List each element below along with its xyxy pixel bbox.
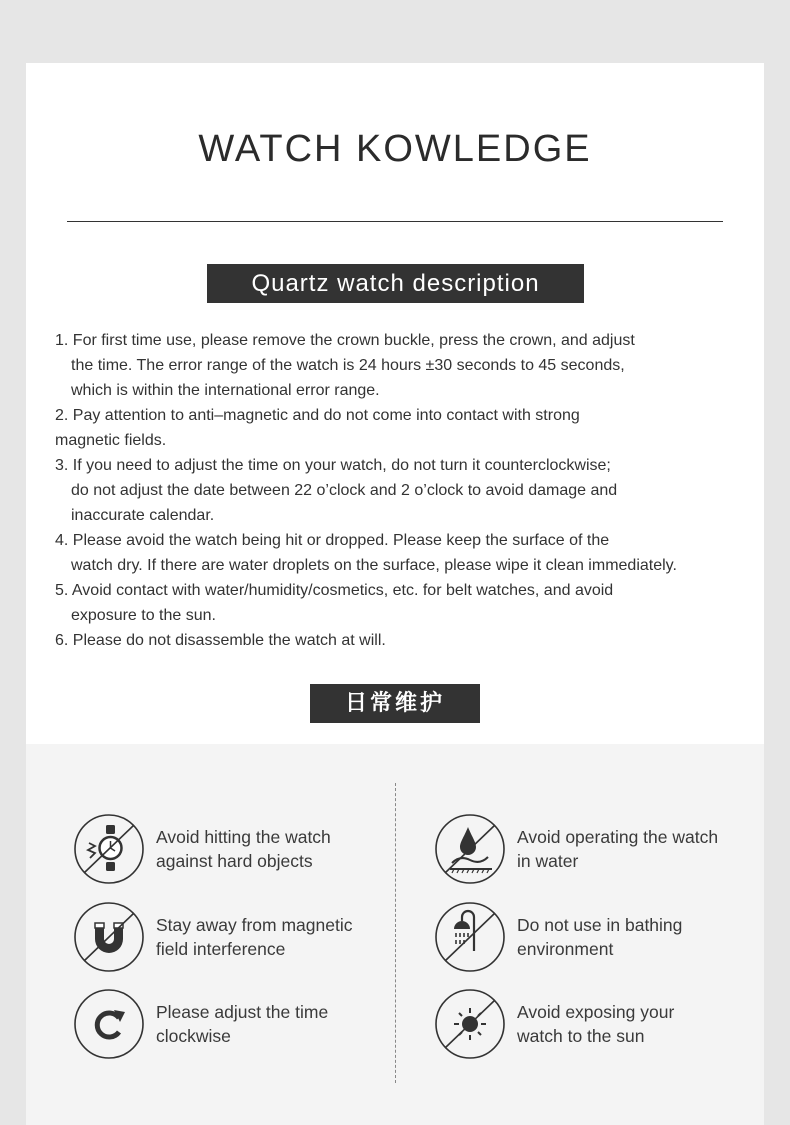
care-divider <box>395 783 396 1083</box>
care-tip-line: Avoid exposing your <box>517 1002 675 1022</box>
description-line: inaccurate calendar. <box>71 507 215 524</box>
care-tip-line: Avoid hitting the watch <box>156 827 331 847</box>
description-line: 5. Avoid contact with water/humidity/cosmetics, etc. for belt watches, and avoid <box>55 582 614 599</box>
no-magnet-icon <box>73 901 145 973</box>
no-shower-icon <box>434 901 506 973</box>
description-line: 2. Pay attention to anti–magnetic and do not come into contact with strong <box>55 407 580 424</box>
care-tip-line: Avoid operating the watch <box>517 827 719 847</box>
description-line: the time. The error range of the watch is 24 hours ±30 seconds to 45 seconds, <box>71 357 625 374</box>
care-tip-line: watch to the sun <box>517 1026 645 1046</box>
clockwise-icon <box>73 988 145 1060</box>
care-tip-line: Please adjust the time <box>156 1002 329 1022</box>
description-line: which is within the international error range. <box>71 382 380 399</box>
description-line: do not adjust the date between 22 o’clock and 2 o’clock to avoid damage and <box>71 482 618 499</box>
description-line: 4. Please avoid the watch being hit or dropped. Please keep the surface of the <box>55 532 610 549</box>
care-tip-line: clockwise <box>156 1026 231 1046</box>
care-tip-line: Do not use in bathing <box>517 915 683 935</box>
section-banner-description: Quartz watch description <box>207 264 584 303</box>
page-title: WATCH KOWLEDGE <box>198 128 592 170</box>
description-line: magnetic fields. <box>55 432 167 449</box>
description-line: exposure to the sun. <box>71 607 216 624</box>
description-line: watch dry. If there are water droplets on the surface, please wipe it clean immediately. <box>71 557 677 574</box>
care-tip-line: environment <box>517 939 614 959</box>
no-hitting-icon <box>73 813 145 885</box>
description-line: 3. If you need to adjust the time on your watch, do not turn it counterclockwise; <box>55 457 611 474</box>
description-line: 1. For first time use, please remove the crown buckle, press the crown, and adjust <box>55 332 635 349</box>
description-list <box>55 328 755 653</box>
section-banner-daily-care: 日常维护 <box>310 684 480 723</box>
care-tip-line: in water <box>517 851 579 871</box>
care-tip-magnetic <box>73 901 352 973</box>
care-tip-line: Stay away from magnetic <box>156 915 353 935</box>
care-tip-bathing <box>434 901 682 973</box>
care-tip-line: field interference <box>156 939 286 959</box>
no-sun-icon <box>434 988 506 1060</box>
care-tip-sun <box>434 988 674 1060</box>
care-tip-line: against hard objects <box>156 851 313 871</box>
care-tip-hitting <box>73 813 331 885</box>
no-water-icon <box>434 813 506 885</box>
care-tip-water <box>434 813 718 885</box>
description-line: 6. Please do not disassemble the watch at will. <box>55 632 386 649</box>
title-divider <box>67 221 723 222</box>
care-tip-clockwise <box>73 988 328 1060</box>
